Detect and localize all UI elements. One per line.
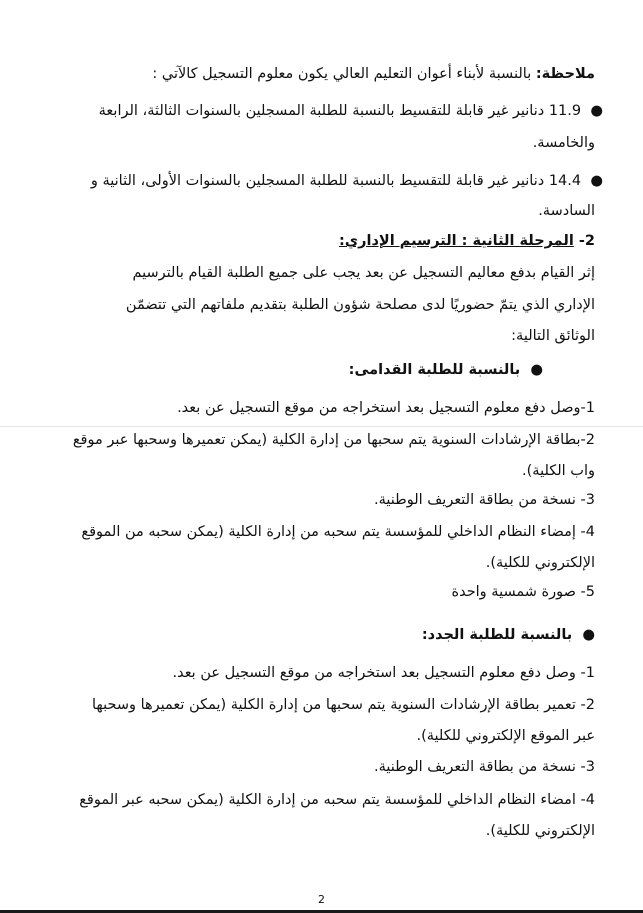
new-item-1: 1- وصل دفع معلوم التسجيل بعد استخراجه من موقع التسجيل عن بعد. — [172, 665, 595, 681]
fee-1-line2: والخامسة. — [532, 135, 595, 151]
new-item-4-line2: الإلكتروني للكلية). — [485, 823, 595, 839]
fee-item-2 — [40, 171, 603, 191]
note-text: بالنسبة لأبناء أعوان التعليم العالي يكون معلوم التسجيل كالآتي : — [152, 66, 536, 82]
phase2-intro-line-2: الإداري الذي يتمّ حضوريًا لدى مصلحة شؤون الطلبة بتقديم ملفاتهم التي تتضمّن — [125, 297, 595, 313]
bullet-icon: ● — [581, 103, 603, 119]
fee-item-1 — [40, 101, 603, 121]
old-item-1: 1-وصل دفع معلوم التسجيل بعد استخراجه من موقع التسجيل عن بعد. — [177, 400, 595, 416]
old-item-2-line2: واب الكلية). — [522, 463, 595, 479]
new-item-2-line1: 2- تعمير بطاقة الإرشادات السنوية يتم سحبها من إدارة الكلية (يمكن تعميرها وسحبها — [91, 697, 595, 713]
old-item-3: 3- نسخة من بطاقة التعريف الوطنية. — [374, 492, 595, 508]
new-students-heading: ● بالنسبة للطلبة الجدد: — [421, 627, 595, 643]
bullet-icon: ● — [572, 627, 595, 643]
phase2-title: المرحلة الثانية : الترسيم الإداري: — [339, 233, 574, 249]
old-item-5: 5- صورة شمسية واحدة — [451, 584, 595, 600]
new-item-3: 3- نسخة من بطاقة التعريف الوطنية. — [374, 759, 595, 775]
phase2-intro-line-1: إثر القيام بدفع معاليم التسجيل عن بعد يجب على جميع الطلبة القيام بالترسيم — [132, 265, 595, 281]
phase2-intro-line-3: الوثائق التالية: — [511, 328, 595, 344]
bullet-icon: ● — [581, 173, 603, 189]
fee-1-line1: 11.9 دنانير غير قابلة للتقسيط بالنسبة للطلبة المسجلين بالسنوات الثالثة، الرابعة — [98, 103, 582, 119]
old-item-4-line2: الإلكتروني للكلية). — [485, 555, 595, 571]
note-line — [40, 64, 595, 84]
fee-2-line2: السادسة. — [538, 203, 595, 219]
old-students-heading: ● بالنسبة للطلبة القدامى: — [348, 362, 543, 378]
fee-2-line1: 14.4 دنانير غير قابلة للتقسيط بالنسبة للطلبة المسجلين بالسنوات الأولى، الثانية و — [90, 173, 582, 189]
note-label: ملاحظة: — [535, 66, 595, 82]
old-item-4-line1: 4- إمضاء النظام الداخلي للمؤسسة يتم سحبه من إدارة الكلية (يمكن سحبه من الموقع — [81, 524, 595, 540]
phase2-heading — [40, 231, 595, 251]
page-number: 2 — [318, 893, 325, 906]
new-item-4-line1: 4- امضاء النظام الداخلي للمؤسسة يتم سحبه من إدارة الكلية (يمكن سحبه عبر الموقع — [79, 792, 595, 808]
bullet-icon: ● — [520, 362, 543, 378]
scan-divider — [0, 426, 643, 427]
old-item-2-line1: 2-بطاقة الإرشادات السنوية يتم سحبها من إدارة الكلية (يمكن تعميرها وسحبها عبر موقع — [72, 432, 595, 448]
new-item-2-line2: عبر الموقع الإلكتروني للكلية). — [416, 728, 595, 744]
phase2-number: 2- — [578, 233, 595, 249]
